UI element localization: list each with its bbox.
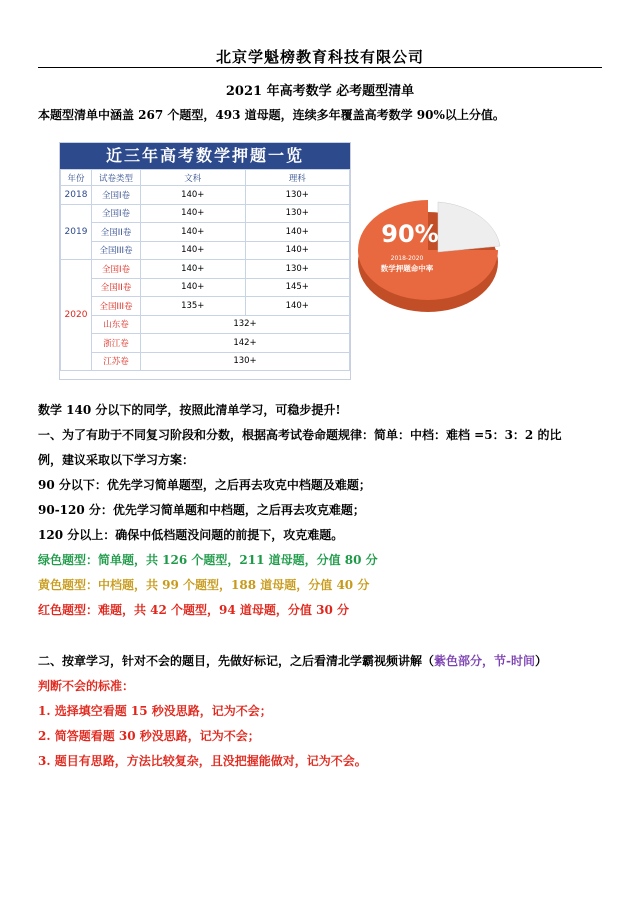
body-line: 一、为了有助于不同复习阶段和分数，根据高考试卷命题规律：简单：中档：难档 =5：3：2 的比 bbox=[38, 428, 562, 442]
li-cell: 140+ bbox=[245, 297, 350, 316]
intro-text: 本题型清单中涵盖 267 个题型，493 道母题，连续多年覆盖高考数学 90%以上分值。 bbox=[38, 108, 505, 122]
paper-cell: 江苏卷 bbox=[92, 352, 141, 371]
li-cell: 140+ bbox=[245, 241, 350, 260]
li-cell: 130+ bbox=[245, 260, 350, 279]
body-line: 120 分以上：确保中低档题没问题的前提下，攻克难题。 bbox=[38, 528, 344, 542]
paper-cell: 全国II卷 bbox=[92, 223, 141, 242]
year-cell: 2018 bbox=[61, 186, 92, 205]
paper-cell: 全国I卷 bbox=[92, 204, 141, 223]
body-line: 例，建议采取以下学习方案： bbox=[38, 453, 195, 467]
body-line: 数学 140 分以下的同学，按照此清单学习，可稳步提升! bbox=[38, 403, 341, 417]
section-two-end: ） bbox=[535, 654, 548, 668]
table-row bbox=[61, 297, 350, 316]
green-type-line: 绿色题型：简单题，共 126 个题型，211 道母题，分值 80 分 bbox=[38, 553, 378, 567]
score-cell: 142+ bbox=[141, 334, 350, 353]
hit-rate-pie bbox=[352, 180, 512, 320]
table-row bbox=[61, 334, 350, 353]
table-row bbox=[61, 352, 350, 371]
table-row bbox=[61, 186, 350, 205]
year-cell: 2020 bbox=[61, 260, 92, 371]
wen-cell: 135+ bbox=[141, 297, 246, 316]
table-row bbox=[61, 223, 350, 242]
judge-heading: 判断不会的标准： bbox=[38, 679, 135, 693]
prediction-table bbox=[59, 142, 351, 380]
pie-percent: 90% bbox=[381, 220, 439, 248]
col-wen: 文科 bbox=[141, 170, 246, 186]
wen-cell: 140+ bbox=[141, 223, 246, 242]
pie-years: 2018-2020 bbox=[390, 255, 424, 262]
table-title: 近三年高考数学押题一览 bbox=[60, 143, 350, 169]
table-row bbox=[61, 260, 350, 279]
table-row bbox=[61, 204, 350, 223]
company-header: 北京学魁榜教育科技有限公司 bbox=[215, 48, 424, 66]
header-rule bbox=[38, 67, 602, 68]
col-li: 理科 bbox=[245, 170, 350, 186]
section-two-line bbox=[38, 652, 608, 669]
score-cell: 132+ bbox=[141, 315, 350, 334]
li-cell: 130+ bbox=[245, 204, 350, 223]
prediction-grid bbox=[60, 169, 350, 371]
criterion-3: 3. 题目有思路，方法比较复杂，且没把握能做对，记为不会。 bbox=[38, 754, 367, 768]
section-two-text: 二、按章学习，针对不会的题目，先做好标记，之后看清北学霸视频讲解（ bbox=[38, 654, 435, 668]
wen-cell: 140+ bbox=[141, 241, 246, 260]
li-cell: 145+ bbox=[245, 278, 350, 297]
red-type-line: 红色题型：难题，共 42 个题型，94 道母题，分值 30 分 bbox=[38, 603, 349, 617]
wen-cell: 140+ bbox=[141, 278, 246, 297]
pie-rest-slice bbox=[438, 202, 500, 252]
col-year: 年份 bbox=[61, 170, 92, 186]
purple-note: 紫色部分，节-时间 bbox=[434, 654, 535, 668]
table-row bbox=[61, 278, 350, 297]
criterion-2: 2. 简答题看题 30 秒没思路，记为不会； bbox=[38, 729, 260, 743]
score-cell: 130+ bbox=[141, 352, 350, 371]
li-cell: 130+ bbox=[245, 186, 350, 205]
col-paper: 试卷类型 bbox=[92, 170, 141, 186]
paper-cell: 全国II卷 bbox=[92, 278, 141, 297]
paper-cell: 全国III卷 bbox=[92, 241, 141, 260]
paper-cell: 山东卷 bbox=[92, 315, 141, 334]
table-row bbox=[61, 241, 350, 260]
body-line: 90 分以下：优先学习简单题型，之后再去攻克中档题及难题； bbox=[38, 478, 371, 492]
li-cell: 140+ bbox=[245, 223, 350, 242]
table-row bbox=[61, 315, 350, 334]
paper-cell: 全国I卷 bbox=[92, 186, 141, 205]
gold-type-line: 黄色题型：中档题，共 99 个题型，188 道母题，分值 40 分 bbox=[38, 578, 370, 592]
paper-cell: 全国III卷 bbox=[92, 297, 141, 316]
pie-caption: 数学押题命中率 bbox=[380, 264, 434, 273]
page-title: 2021 年高考数学 必考题型清单 bbox=[225, 84, 415, 99]
criterion-1: 1. 选择填空看题 15 秒没思路，记为不会； bbox=[38, 704, 272, 718]
body-line: 90-120 分：优先学习简单题和中档题，之后再去攻克难题； bbox=[38, 503, 365, 517]
wen-cell: 140+ bbox=[141, 260, 246, 279]
wen-cell: 140+ bbox=[141, 204, 246, 223]
year-cell: 2019 bbox=[61, 204, 92, 260]
paper-cell: 全国I卷 bbox=[92, 260, 141, 279]
wen-cell: 140+ bbox=[141, 186, 246, 205]
paper-cell: 浙江卷 bbox=[92, 334, 141, 353]
